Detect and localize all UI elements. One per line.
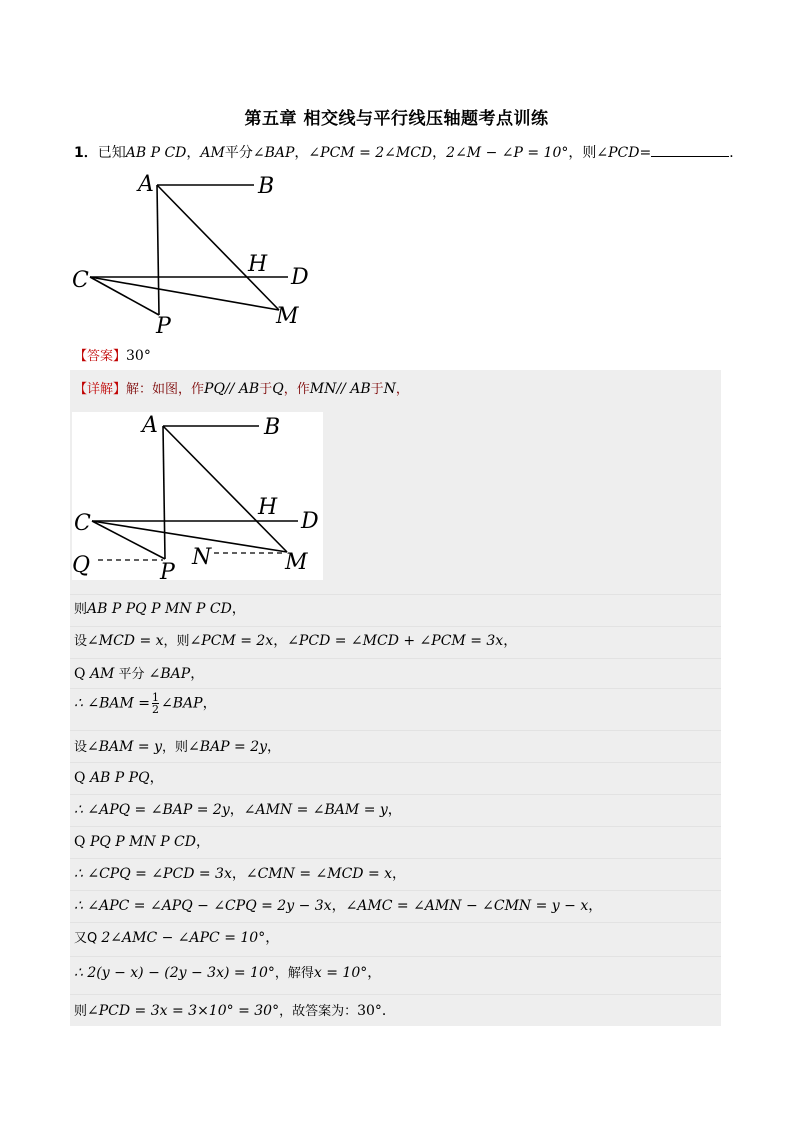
label-C: C	[72, 268, 89, 293]
divider	[70, 858, 721, 859]
answer-value: 30°	[126, 348, 151, 364]
step-line: Q AB P PQ，	[74, 770, 164, 786]
step-line: ∴ ∠APC = ∠APQ − ∠CPQ = 2y − 3x，∠AMC = ∠AMN − ∠CMN = y − x，	[74, 898, 603, 914]
divider	[70, 730, 721, 731]
question-1: 1．已知AB P CD，AM平分∠BAP，∠PCM = 2∠MCD，2∠M − ∠P = 10°，则∠PCD= ．	[74, 145, 744, 161]
label-M: M	[276, 304, 299, 329]
detail-intro: 【详解】解：如图，作PQ// AB于Q，作MN// AB于N，	[74, 381, 409, 397]
question-number: 1．	[74, 145, 98, 161]
label-N: N	[192, 545, 212, 570]
label-A: A	[138, 172, 154, 197]
divider	[70, 626, 721, 627]
divider	[70, 762, 721, 763]
label-D: D	[301, 509, 319, 534]
answer-tag: 【答案】	[74, 349, 127, 364]
label-B: B	[264, 415, 281, 440]
page-title: 第五章 相交线与平行线压轴题考点训练	[244, 109, 549, 129]
step-line: Q PQ P MN P CD，	[74, 834, 210, 850]
label-P: P	[156, 314, 171, 339]
label-H: H	[248, 252, 268, 277]
label-B: B	[258, 174, 275, 199]
answer-line	[74, 345, 151, 364]
figure-2	[72, 412, 323, 580]
figure-1	[70, 168, 340, 340]
label-M: M	[285, 550, 308, 575]
detail-tag: 【详解】	[74, 382, 127, 397]
label-H: H	[258, 495, 278, 520]
step-line: 则∠PCD = 3x = 3×10° = 30°，故答案为：30°．	[74, 1003, 396, 1019]
answer-blank	[651, 144, 729, 157]
step-line: Q AM 平分 ∠BAP，	[74, 666, 205, 682]
step-line: ∴ ∠BAM = $\frac{1}{2}$ ∠BAP，	[74, 691, 217, 716]
divider	[70, 826, 721, 827]
label-C: C	[74, 511, 91, 536]
divider	[70, 922, 721, 923]
label-P: P	[160, 560, 175, 580]
step-line: 又Q 2∠AMC − ∠APC = 10°，	[74, 930, 280, 946]
divider	[70, 658, 721, 659]
divider	[70, 994, 721, 995]
label-D: D	[291, 265, 309, 290]
fraction: $\frac{1}{2}$	[152, 691, 160, 716]
label-Q: Q	[72, 553, 91, 578]
divider	[70, 890, 721, 891]
step-line: ∴ ∠CPQ = ∠PCD = 3x，∠CMN = ∠MCD = x，	[74, 866, 407, 882]
step-line: 设∠MCD = x，则∠PCM = 2x，∠PCD = ∠MCD + ∠PCM = 3x，	[74, 633, 518, 649]
label-A: A	[142, 413, 158, 438]
divider	[70, 594, 721, 595]
step-line: 则AB P PQ P MN P CD，	[74, 601, 246, 617]
step-line: 设∠BAM = y，则∠BAP = 2y，	[74, 739, 282, 755]
divider	[70, 688, 721, 689]
step-line: ∴ ∠APQ = ∠BAP = 2y，∠AMN = ∠BAM = y，	[74, 802, 402, 818]
divider	[70, 956, 721, 957]
divider	[70, 794, 721, 795]
step-line: ∴ 2(y − x) − (2y − 3x) = 10°，解得x = 10°，	[74, 965, 382, 981]
